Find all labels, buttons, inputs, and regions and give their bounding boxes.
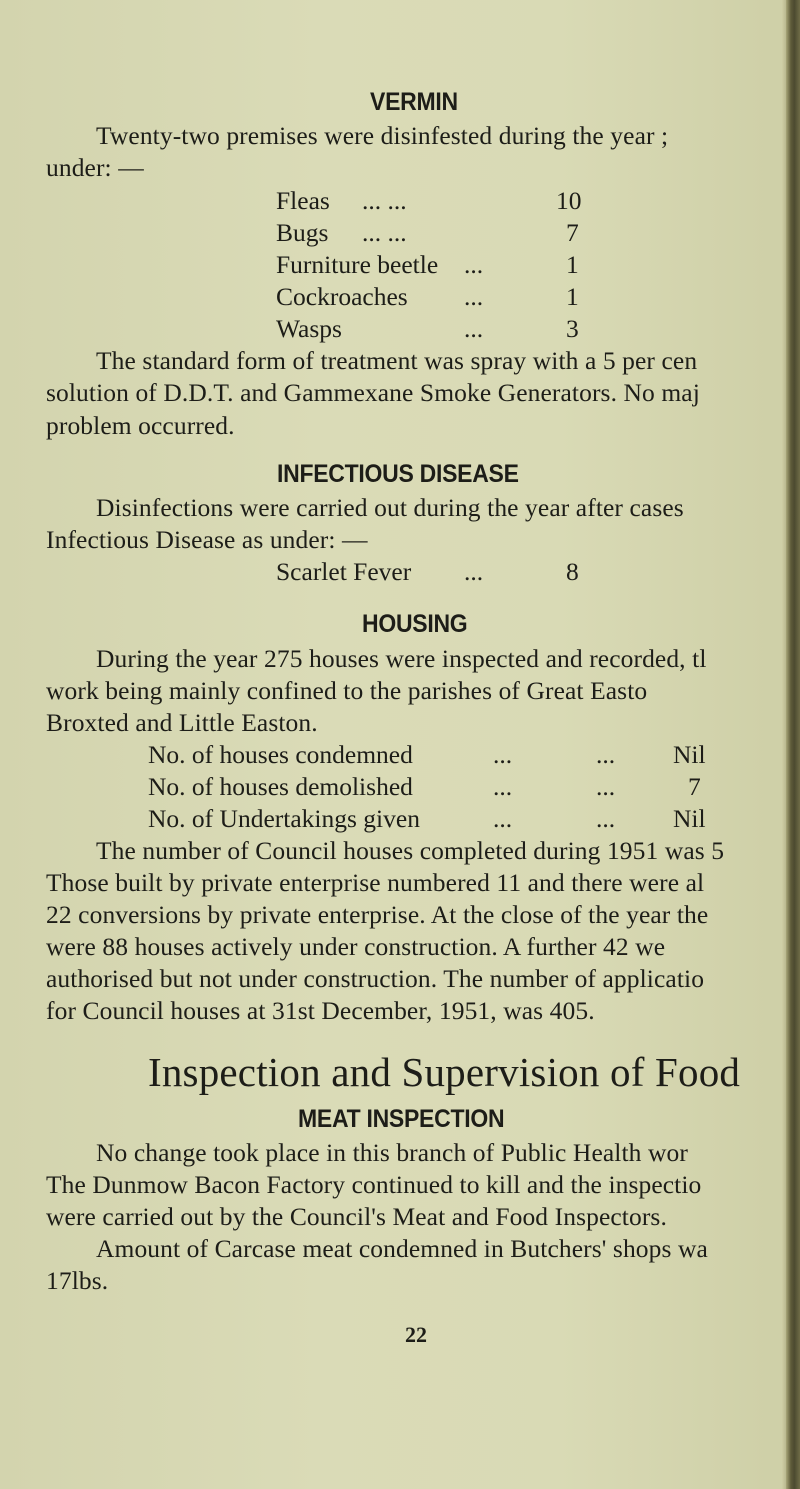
meat-line1: No change took place in this branch of Public Health wor	[96, 1138, 688, 1167]
page-number: 22	[405, 1322, 427, 1347]
council-houses-line3: 22 conversions by private enterprise. At the close of the year the	[46, 900, 709, 929]
housing-stat-value: 7	[688, 772, 701, 801]
housing-line3: Broxted and Little Easton.	[46, 708, 318, 737]
leader-dots: ...	[464, 250, 484, 279]
meat-inspection-heading: MEAT INSPECTION	[298, 1105, 505, 1133]
vermin-item-label: Fleas	[276, 186, 330, 215]
council-houses-line5: authorised but not under construction. The number of applicatio	[46, 964, 705, 993]
leader-dots: ...	[493, 804, 513, 833]
leader-dots: ... ...	[362, 218, 407, 247]
housing-stat-value: Nil	[673, 804, 706, 833]
treatment-line3: problem occurred.	[46, 411, 235, 440]
treatment-line1: The standard form of treatment was spray with a 5 per cen	[96, 346, 698, 375]
housing-line1: During the year 275 houses were inspected and recorded, tl	[96, 644, 707, 673]
meat-line3: were carried out by the Council's Meat and Food Inspectors.	[46, 1202, 667, 1231]
treatment-line2: solution of D.D.T. and Gammexane Smoke Generators. No maj	[46, 378, 700, 407]
vermin-heading: VERMIN	[370, 88, 458, 116]
housing-line2: work being mainly confined to the parishes of Great Easto	[46, 676, 648, 705]
book-spine	[786, 0, 800, 1489]
vermin-item-count: 10	[556, 186, 582, 215]
meat-line5: 17lbs.	[46, 1266, 109, 1295]
infectious-line2: Infectious Disease as under: —	[46, 525, 368, 554]
housing-stat-label: No. of Undertakings given	[148, 804, 420, 833]
infectious-disease-heading: INFECTIOUS DISEASE	[277, 460, 519, 488]
leader-dots: ...	[596, 772, 616, 801]
disease-label: Scarlet Fever	[276, 557, 412, 586]
leader-dots: ...	[493, 740, 513, 769]
vermin-item-count: 7	[566, 218, 579, 247]
vermin-item-label: Furniture beetle	[276, 250, 439, 279]
leader-dots: ...	[493, 772, 513, 801]
council-houses-line4: were 88 houses actively under construction. A further 42 we	[46, 932, 666, 961]
leader-dots: ... ...	[362, 186, 407, 215]
housing-stat-label: No. of houses demolished	[148, 772, 413, 801]
council-houses-line6: for Council houses at 31st December, 1951, was 405.	[46, 996, 595, 1025]
housing-heading: HOUSING	[362, 610, 468, 638]
vermin-intro-line1: Twenty-two premises were disinfested during the year ;	[96, 121, 669, 150]
leader-dots: ...	[464, 557, 484, 586]
vermin-item-label: Bugs	[276, 218, 329, 247]
vermin-item-label: Wasps	[276, 314, 342, 343]
leader-dots: ...	[464, 282, 484, 311]
disease-count: 8	[566, 557, 579, 586]
food-section-title: Inspection and Supervision of Food	[148, 1049, 741, 1095]
vermin-item-count: 1	[566, 250, 579, 279]
vermin-item-label: Cockroaches	[276, 282, 408, 311]
infectious-line1: Disinfections were carried out during the year after cases	[96, 493, 684, 522]
vermin-item-count: 1	[566, 282, 579, 311]
leader-dots: ...	[596, 804, 616, 833]
leader-dots: ...	[464, 314, 484, 343]
housing-stat-value: Nil	[673, 740, 706, 769]
housing-stat-label: No. of houses condemned	[148, 740, 413, 769]
council-houses-line2: Those built by private enterprise numbered 11 and there were al	[46, 868, 705, 897]
leader-dots: ...	[596, 740, 616, 769]
council-houses-line1: The number of Council houses completed during 1951 was 5	[96, 836, 725, 865]
vermin-item-count: 3	[566, 314, 579, 343]
meat-line4: Amount of Carcase meat condemned in Butchers' shops wa	[96, 1234, 708, 1263]
meat-line2: The Dunmow Bacon Factory continued to kill and the inspectio	[46, 1170, 702, 1199]
vermin-intro-line2: under: —	[46, 153, 144, 182]
